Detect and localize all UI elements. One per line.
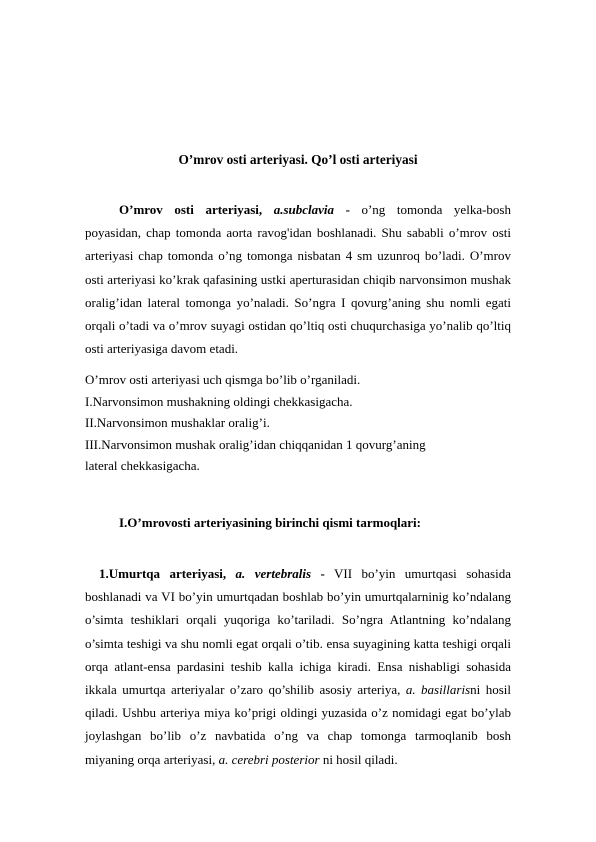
latin-term: a. vertebralis: [235, 566, 312, 581]
list-item: I.Narvonsimon mushakning oldingi chekkasigacha.: [85, 393, 353, 409]
dash: -: [311, 566, 325, 581]
paragraph-subclavia: [85, 198, 511, 360]
term-heading: O’mrov osti arteriyasi,: [119, 202, 274, 217]
list-item: O’mrov osti arteriyasi uch qismga bo’lib o’rganiladi.: [85, 372, 361, 387]
dash: -: [334, 202, 350, 217]
body-text: ni hosil qiladi. Ushbu arteriya miya ko’prigi oldingi yuzasida o’z nomidagi egat bo’ylab joylashgan bo’lib o’z navbatida o’ng va chap tomonga tarmoqlanib bosh miyaning orqa arteriyasi,: [85, 682, 511, 767]
section-heading: I.O’mrovosti arteriyasining birinchi qismi tarmoqlari:: [119, 515, 421, 530]
page-title: O’mrov osti arteriyasi. Qo’l osti arteriyasi: [178, 152, 418, 167]
list-item: lateral chekkasigacha.: [85, 458, 200, 474]
paragraph-text: [85, 198, 511, 360]
list-block: [85, 369, 511, 477]
latin-term: a. basillaris: [405, 682, 471, 698]
body-text: o’ng tomonda yelka-bosh poyasidan, chap tomonda aorta ravog'idan boshlanadi. Shu sababli o’mrov osti arteriyasi chap tomonda o’ng tomonga nisbatan 4 sm uzunroq bo’ladi. O’mrov osti arteriyasi ko’krak qafasining ustki aperturasidan chiqib narvonsimon mushak oralig’idan lateral tomonga yo’naladi. So’ngra I qovurg’aning shu nomli egati orqali o’tadi va o’mrov suyagi ostidan qo’ltiq osti chuqurchasiga yo’nalib qo’ltiq osti arteriyasiga davom etadi.: [85, 202, 511, 357]
latin-term: a. cerebri posterior: [218, 751, 320, 767]
list-item: III.Narvonsimon mushak oralig’idan chiqqanidan 1 qovurg’aning: [85, 436, 426, 452]
list-item: II.Narvonsimon mushaklar oralig’i.: [85, 415, 270, 431]
paragraph-vertebralis: [85, 562, 511, 771]
latin-term: a.subclavia: [273, 202, 334, 217]
term-heading: 1.Umurtqa arteriyasi,: [99, 566, 236, 581]
paragraph-text: [85, 562, 511, 771]
body-text: VII bo’yin umurtqasi sohasida boshlanadi va VI bo’yin umurtqadan boshlab bo’yin umurtqalarninig ko’ndalang o’simta teshiklari orqali yuqoriga ko’tariladi. So’ngra Atlantning ko’ndalang o’simta teshigi va shu nomli egat orqali o’tib. ensa suyagining katta teshigi orqali orqa atlant-ensa pardasini teshib kalla ichiga kiradi. Ensa nishabligi sohasida ikkala umurtqa arteriyalar o’zaro qo’shilib asosiy arteriya,: [85, 566, 511, 698]
body-text: ni hosil qiladi.: [319, 751, 398, 767]
